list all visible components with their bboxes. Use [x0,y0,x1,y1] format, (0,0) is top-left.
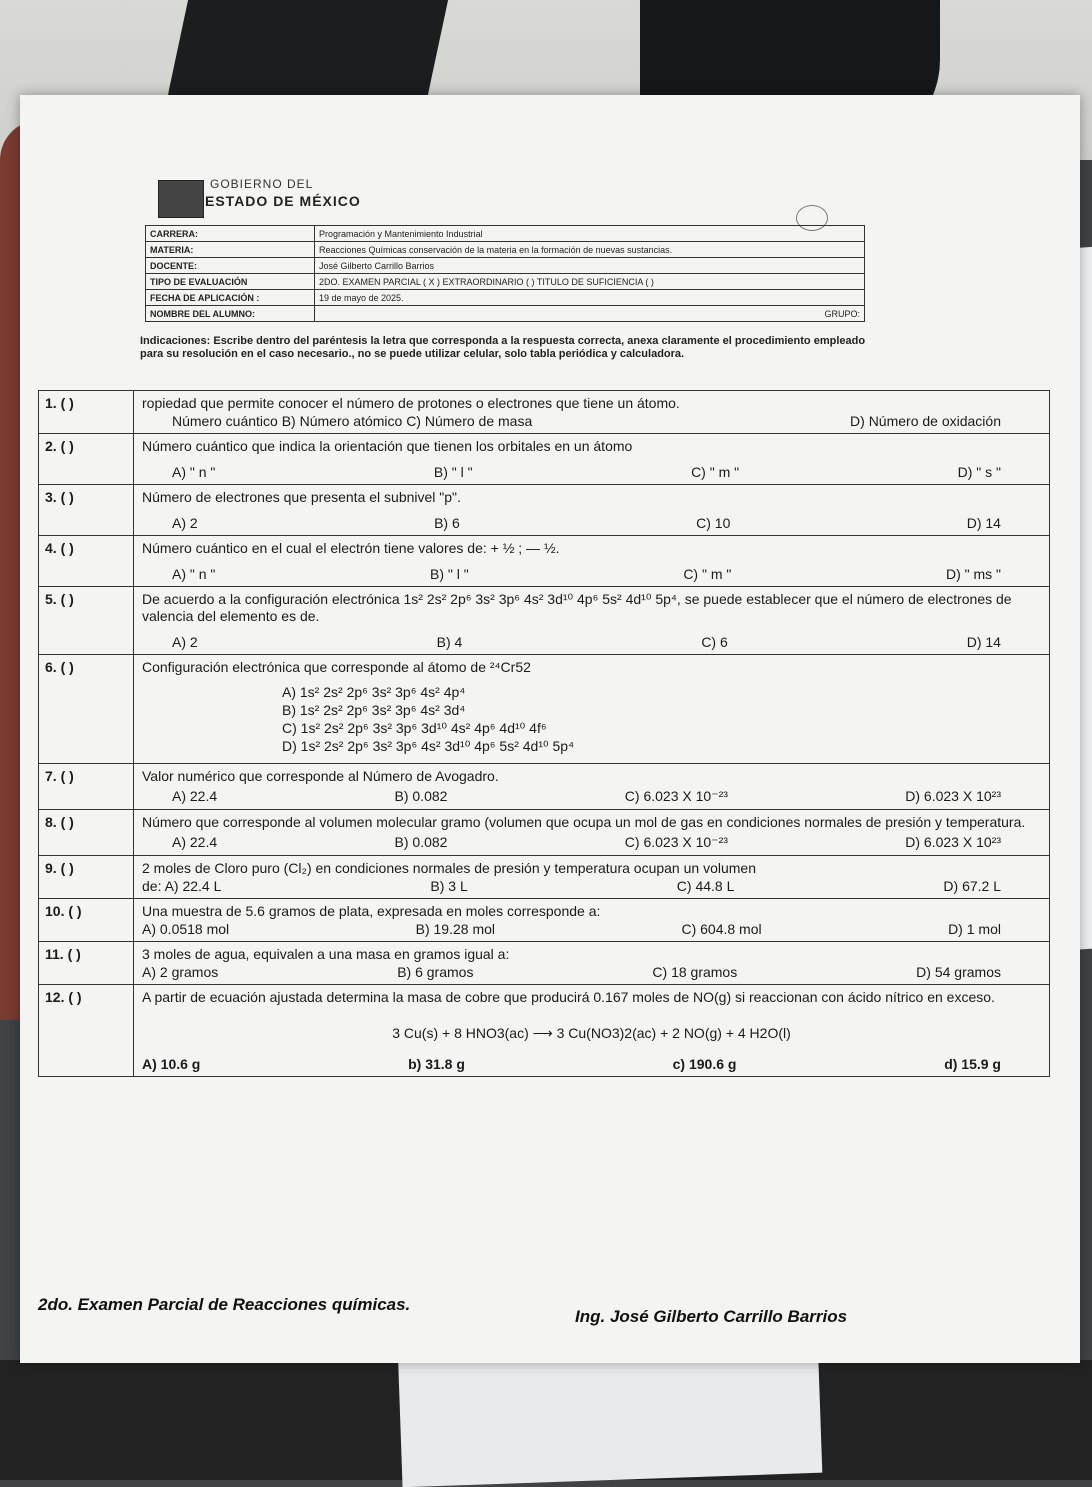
option: C) 6.023 X 10⁻²³ [624,788,728,804]
header-label: MATERIA: [146,242,315,258]
questions-table [38,390,1050,1077]
question-text: ropiedad que permite conocer el número de protones o electrones que tiene un átomo. [142,395,680,411]
config-option: B) 1s² 2s² 2p⁶ 3s² 3p⁶ 4s² 3d⁴ [282,702,466,718]
option: A) 2 [172,515,198,531]
question-text: 2 moles de Cloro puro (Cl₂) en condiciones normales de presión y temperatura ocupan un volumen [142,860,756,876]
question-row [39,536,1050,587]
question-row [39,899,1050,942]
question-row [39,810,1050,856]
question-body [134,587,1050,655]
option: c) 190.6 g [672,1056,737,1072]
option: C) 604.8 mol [681,921,762,937]
option: A) " n " [172,566,216,582]
option: A) 0.0518 mol [142,921,230,937]
header-value: 2DO. EXAMEN PARCIAL ( X ) EXTRAORDINARIO ( ) TITULO DE SUFICIENCIA ( ) [315,274,865,290]
question-body [134,764,1050,810]
question-row [39,856,1050,899]
header-value: José Gilberto Carrillo Barrios [315,258,865,274]
question-text: Valor numérico que corresponde al Número de Avogadro. [142,768,499,784]
header-label: CARRERA: [146,226,315,242]
option: C) 6.023 X 10⁻²³ [624,834,728,850]
question-number[interactable]: 12. ( ) [39,985,134,1077]
option: A) 2 [172,634,198,650]
option: b) 31.8 g [408,1056,465,1072]
option: B) " l " [430,566,469,582]
option: B) 3 L [430,878,468,894]
question-text: Número cuántico en el cual el electrón tiene valores de: + ½ ; — ½. [142,540,560,556]
question-body [134,536,1050,587]
option: D) " s " [957,464,1001,480]
question-row [39,391,1050,434]
question-row [39,985,1050,1077]
option: de: A) 22.4 L [142,878,222,894]
question-text: Número cuántico que indica la orientación que tienen los orbitales en un átomo [142,438,633,454]
header-value: 19 de mayo de 2025. [315,290,865,306]
question-text: Configuración electrónica que corresponde al átomo de ²⁴Cr52 [142,659,531,675]
option: D) 6.023 X 10²³ [905,788,1001,804]
option: A) 10.6 g [142,1056,201,1072]
option: A) " n " [172,464,216,480]
instructions: Indicaciones: Escribe dentro del paréntesis la letra que corresponda a la respuesta correcta, anexa claramente el procedimiento empleado para su resolución en el caso necesario., no se puede utilizar celular, solo tabla periódica y calculadora. [140,335,866,360]
header-label: NOMBRE DEL ALUMNO: [146,306,315,322]
question-number[interactable]: 8. ( ) [39,810,134,856]
question-body [134,485,1050,536]
question-row [39,434,1050,485]
question-body [134,810,1050,856]
option: D) 54 gramos [916,964,1001,980]
question-number[interactable]: 11. ( ) [39,942,134,985]
option: C) 10 [696,515,731,531]
question-text: Una muestra de 5.6 gramos de plata, expresada en moles corresponde a: [142,903,601,919]
option: B) 0.082 [394,788,448,804]
gov-line2: ESTADO DE MÉXICO [205,193,361,209]
government-logo [158,180,204,218]
question-text: Número que corresponde al volumen molecular gramo (volumen que ocupa un mol de gas en condiciones normales de presión y temperatura. [142,814,1026,830]
question-row [39,485,1050,536]
option: B) 6 gramos [397,964,474,980]
header-value: GRUPO: [315,306,865,322]
question-row [39,587,1050,655]
question-text: 3 moles de agua, equivalen a una masa en gramos igual a: [142,946,510,962]
option: D) Número de oxidación [850,413,1001,429]
question-number[interactable]: 2. ( ) [39,434,134,485]
config-option: D) 1s² 2s² 2p⁶ 3s² 3p⁶ 4s² 3d¹⁰ 4p⁶ 5s² 4d¹⁰ 5p⁴ [282,738,575,754]
option: Número cuántico B) Número atómico C) Número de masa [172,413,533,429]
option: D) 6.023 X 10²³ [905,834,1001,850]
option: A) 22.4 [172,788,218,804]
header-label: DOCENTE: [146,258,315,274]
gov-line1: GOBIERNO DEL [210,177,314,191]
option: D) 14 [966,515,1001,531]
option: B) 6 [434,515,460,531]
question-number[interactable]: 9. ( ) [39,856,134,899]
option: C) 44.8 L [676,878,735,894]
chemical-equation: 3 Cu(s) + 8 HNO3(ac) ⟶ 3 Cu(NO3)2(ac) + 2 NO(g) + 4 H2O(l) [392,1025,791,1041]
question-body [134,899,1050,942]
question-number[interactable]: 3. ( ) [39,485,134,536]
option: d) 15.9 g [944,1056,1001,1072]
config-option: A) 1s² 2s² 2p⁶ 3s² 3p⁶ 4s² 4p⁴ [282,684,466,700]
question-number[interactable]: 6. ( ) [39,655,134,764]
question-text: Número de electrones que presenta el subnivel "p". [142,489,461,505]
question-body [134,391,1050,434]
header-label: FECHA DE APLICACIÓN : [146,290,315,306]
question-body [134,856,1050,899]
question-body [134,985,1050,1077]
option: D) " ms " [945,566,1001,582]
option: C) 6 [701,634,728,650]
question-number[interactable]: 7. ( ) [39,764,134,810]
header-value: Reacciones Químicas conservación de la materia en la formación de nuevas sustancias. [315,242,865,258]
exam-paper [20,95,1080,1363]
question-row [39,764,1050,810]
question-number[interactable]: 5. ( ) [39,587,134,655]
option: B) 4 [436,634,463,650]
option: A) 22.4 [172,834,218,850]
option: B) 0.082 [394,834,448,850]
question-body [134,434,1050,485]
question-number[interactable]: 1. ( ) [39,391,134,434]
option: C) 18 gramos [652,964,738,980]
option: B) " l " [433,464,473,480]
config-option: C) 1s² 2s² 2p⁶ 3s² 3p⁶ 3d¹⁰ 4s² 4p⁶ 4d¹⁰ 4f⁶ [282,720,547,736]
question-body [134,655,1050,764]
option: D) 67.2 L [943,878,1001,894]
question-row [39,655,1050,764]
question-text: De acuerdo a la configuración electrónica 1s² 2s² 2p⁶ 3s² 3p⁶ 4s² 3d¹⁰ 4p⁶ 5s² 4d¹⁰ 5p⁴, se puede establecer que el número de electrones de valencia del elemento es de. [142,591,1012,624]
question-number[interactable]: 4. ( ) [39,536,134,587]
option: D) 14 [966,634,1001,650]
option: D) 1 mol [948,921,1001,937]
question-row [39,942,1050,985]
footer-teacher: Ing. José Gilberto Carrillo Barrios [575,1307,848,1326]
option: A) 2 gramos [142,964,219,980]
option: C) " m " [683,566,732,582]
option: B) 19.28 mol [415,921,495,937]
option: C) " m " [691,464,740,480]
question-body [134,942,1050,985]
header-value: Programación y Mantenimiento Industrial [315,226,865,242]
question-number[interactable]: 10. ( ) [39,899,134,942]
footer-exam-title: 2do. Examen Parcial de Reacciones químicas. [38,1295,411,1314]
header-table [145,225,865,322]
header-label: TIPO DE EVALUACIÓN [146,274,315,290]
question-text: A partir de ecuación ajustada determina la masa de cobre que producirá 0.167 moles de NO(g) si reaccionan con ácido nítrico en exceso. [142,989,995,1005]
